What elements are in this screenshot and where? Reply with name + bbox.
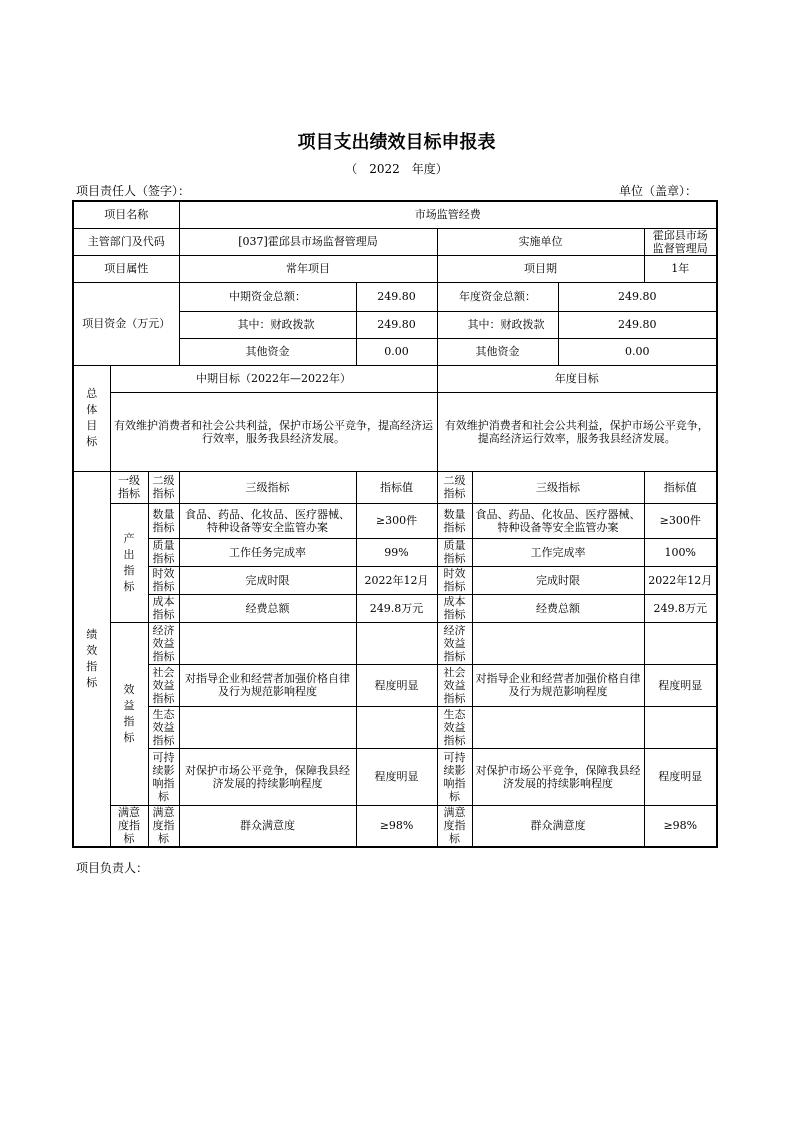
level3-cell [179,706,356,748]
level2-cell-year: 质量指标 [437,538,472,566]
value-cell [356,622,437,664]
level2-cell: 经济效益指标 [148,622,179,664]
year-other-value: 0.00 [558,338,717,365]
level3-cell-year: 群众满意度 [472,805,644,847]
form-title: 项目支出绩效目标申报表 [297,132,496,153]
level2-cell: 可持续影响指标 [148,748,179,805]
level2-cell: 社会效益指标 [148,664,179,706]
value-cell-year: ≥300件 [644,503,717,538]
level3-cell: 食品、药品、化妆品、医疗器械、特种设备等安全监管办案 [179,503,356,538]
responsible-signature-label: 项目责任人（签字）： [76,184,191,198]
value-cell: ≥300件 [356,503,437,538]
level2-cell: 满意度指标 [148,805,179,847]
mid-goal-text: 有效维护消费者和社会公共利益，保护市场公平竞争，提高经济运行效率，服务我县经济发展。 [110,392,437,471]
mid-total-value: 249.80 [356,282,437,311]
mid-other-label: 其他资金 [179,338,356,365]
level3-cell: 对保护市场公平竞争，保障我县经济发展的持续影响程度 [179,748,356,805]
project-name-label: 项目名称 [73,201,179,228]
level3-cell: 工作任务完成率 [179,538,356,566]
overall-goal-label: 总体目标 [73,365,110,471]
level2-cell: 时效指标 [148,566,179,594]
value-cell-year [644,706,717,748]
unit-seal-label: 单位（盖章）： [618,184,697,198]
funds-total-row [73,282,717,311]
project-name-row [73,201,717,228]
benefit-indicator-label: 效益指标 [110,622,148,805]
indicator-row [73,503,717,538]
value-cell: 2022年12月 [356,566,437,594]
mid-fiscal-label: 其中：财政拨款 [179,311,356,338]
level3-cell: 群众满意度 [179,805,356,847]
value-cell-year: 程度明显 [644,748,717,805]
level2-cell-year: 可持续影响指标 [437,748,472,805]
level2-cell: 生态效益指标 [148,706,179,748]
value-cell-year: 249.8万元 [644,594,717,622]
indicator-row [73,594,717,622]
value-cell-year: 2022年12月 [644,566,717,594]
col-level3: 三级指标 [179,471,356,503]
fiscal-year: （ 2022 年度） [345,162,448,176]
col-level2: 二级指标 [148,471,179,503]
level2-cell: 数量指标 [148,503,179,538]
satisfaction-indicator-label: 满意度指标 [110,805,148,847]
impl-label: 实施单位 [437,228,644,255]
department-row [73,228,717,255]
indicator-row [73,748,717,805]
project-name-value: 市场监管经费 [179,201,717,228]
impl-value: 霍邱县市场监督管理局 [644,228,717,255]
goals-header-row [73,365,717,392]
level3-cell [179,622,356,664]
mid-other-value: 0.00 [356,338,437,365]
value-cell: 249.8万元 [356,594,437,622]
performance-indicator-label: 绩效指标 [73,471,110,847]
year-other-label: 其他资金 [437,338,558,365]
value-cell: 程度明显 [356,664,437,706]
performance-goal-table [72,200,718,848]
attr-label: 项目属性 [73,255,179,282]
col-level3-year: 三级指标 [472,471,644,503]
attr-value: 常年项目 [179,255,437,282]
level3-cell-year: 经费总额 [472,594,644,622]
funds-label: 项目资金（万元） [73,282,179,365]
level3-cell-year: 完成时限 [472,566,644,594]
period-value: 1年 [644,255,717,282]
level2-cell-year: 数量指标 [437,503,472,538]
level2-cell-year: 社会效益指标 [437,664,472,706]
year-fiscal-label: 其中：财政拨款 [437,311,558,338]
value-cell-year: 程度明显 [644,664,717,706]
value-cell-year [644,622,717,664]
level3-cell-year: 对指导企业和经营者加强价格自律及行为规范影响程度 [472,664,644,706]
level2-cell-year: 成本指标 [437,594,472,622]
indicator-row [73,805,717,847]
mid-fiscal-value: 249.80 [356,311,437,338]
attribute-row [73,255,717,282]
year-goal-text: 有效维护消费者和社会公共利益，保护市场公平竞争，提高经济运行效率，服务我县经济发展。 [437,392,717,471]
value-cell: 99% [356,538,437,566]
level3-cell-year [472,622,644,664]
level2-cell-year: 满意度指标 [437,805,472,847]
level2-cell: 成本指标 [148,594,179,622]
level2-cell-year: 经济效益指标 [437,622,472,664]
level2-cell: 质量指标 [148,538,179,566]
mid-goal-header: 中期目标（2022年—2022年） [110,365,437,392]
indicator-row [73,664,717,706]
col-level1: 一级指标 [110,471,148,503]
year-total-value: 249.80 [558,282,717,311]
dept-value: [037]霍邱县市场监督管理局 [179,228,437,255]
level3-cell-year: 食品、药品、化妆品、医疗器械、特种设备等安全监管办案 [472,503,644,538]
col-level2-year: 二级指标 [437,471,472,503]
goals-text-row [73,392,717,471]
level3-cell-year: 对保护市场公平竞争，保障我县经济发展的持续影响程度 [472,748,644,805]
level3-cell-year [472,706,644,748]
indicator-row [73,538,717,566]
level3-cell: 经费总额 [179,594,356,622]
year-goal-header: 年度目标 [437,365,717,392]
indicator-row [73,622,717,664]
indicator-row [73,566,717,594]
level2-cell-year: 生态效益指标 [437,706,472,748]
value-cell-year: ≥98% [644,805,717,847]
period-label: 项目期 [437,255,644,282]
year-total-label: 年度资金总额： [437,282,558,311]
output-indicator-label: 产出指标 [110,503,148,622]
value-cell: ≥98% [356,805,437,847]
level3-cell: 对指导企业和经营者加强价格自律及行为规范影响程度 [179,664,356,706]
level3-cell-year: 工作完成率 [472,538,644,566]
value-cell: 程度明显 [356,748,437,805]
project-leader-label: 项目负责人： [76,861,149,875]
col-value: 指标值 [356,471,437,503]
dept-label: 主管部门及代码 [73,228,179,255]
indicator-row [73,706,717,748]
mid-total-label: 中期资金总额： [179,282,356,311]
col-value-year: 指标值 [644,471,717,503]
level2-cell-year: 时效指标 [437,566,472,594]
level3-cell: 完成时限 [179,566,356,594]
year-fiscal-value: 249.80 [558,311,717,338]
indicator-header-row [73,471,717,503]
value-cell-year: 100% [644,538,717,566]
value-cell [356,706,437,748]
